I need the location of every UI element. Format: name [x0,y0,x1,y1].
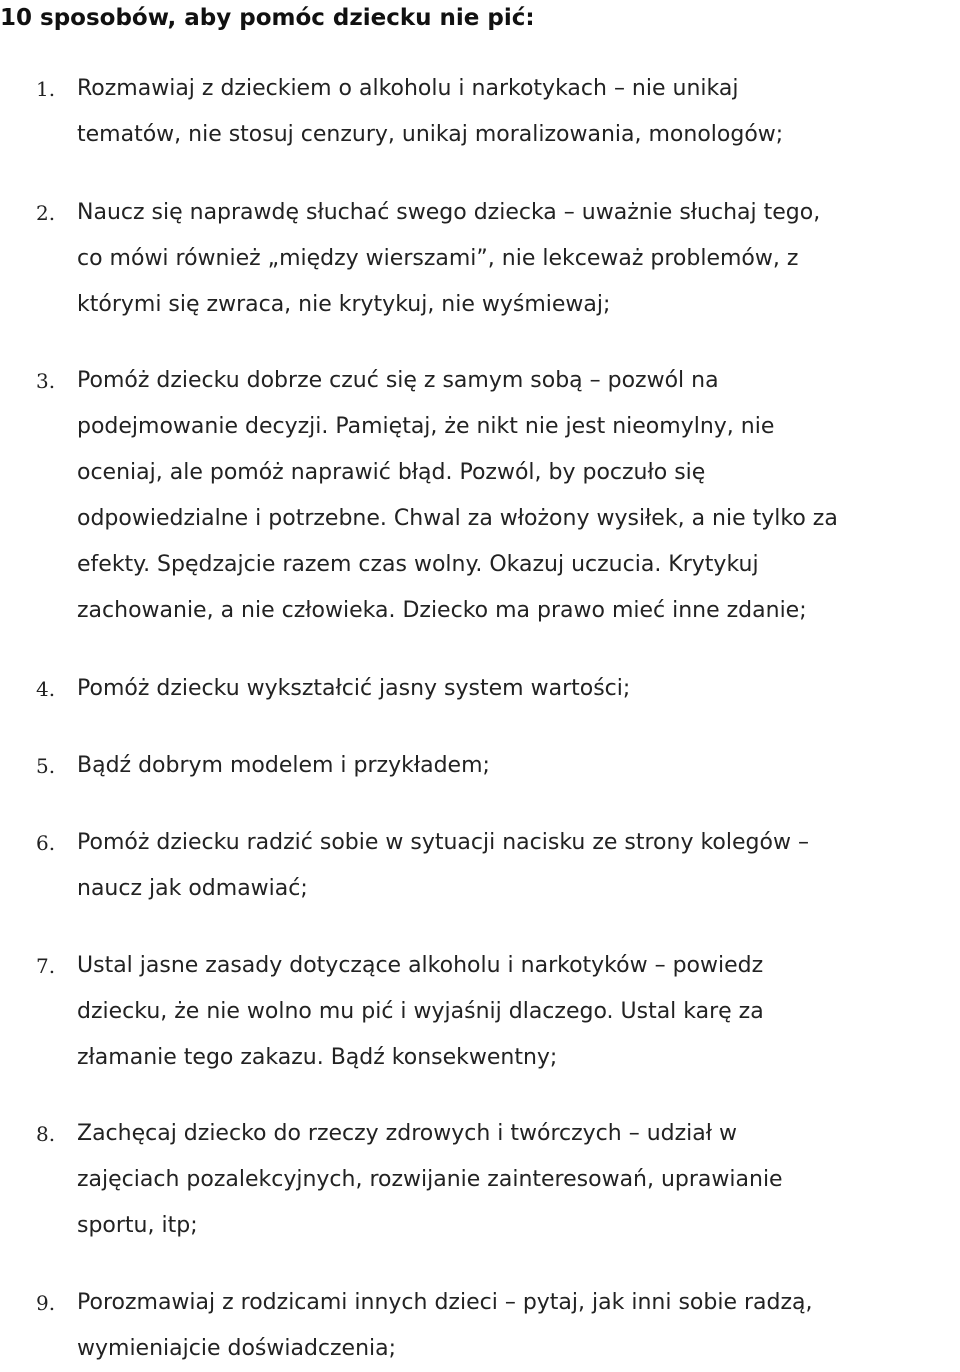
list-item-number: 2. [36,201,56,225]
list-item-line: Pomóż dziecku wykształcić jasny system wartości; [77,676,631,701]
list-item-number: 9. [36,1291,56,1315]
list-item-text [77,666,960,712]
list-item-line: Porozmawiaj z rodzicami innych dzieci – pytaj, jak inni sobie radzą, [77,1290,813,1315]
list-item-number: 3. [36,369,56,393]
list-item-line: Rozmawiaj z dzieckiem o alkoholu i narkotykach – nie unikaj [77,76,739,101]
list-item-line: Naucz się naprawdę słuchać swego dziecka – uważnie słuchaj tego, [77,200,821,225]
list-item-number: 7. [36,954,56,978]
list-item-line: zajęciach pozalekcyjnych, rozwijanie zainteresowań, uprawianie [77,1167,783,1192]
list-item-text [77,190,960,328]
list-item-line: sportu, itp; [77,1213,198,1238]
list-item-number: 4. [36,677,56,701]
list-item-text [77,820,960,912]
list-item-number: 8. [36,1122,56,1146]
list-item-line: Zachęcaj dziecko do rzeczy zdrowych i twórczych – udział w [77,1121,737,1146]
document-title: 10 sposobów, aby pomóc dziecku nie pić: [0,5,535,31]
list-item-line: wymieniajcie doświadczenia; [77,1336,397,1361]
list-item-text [77,66,960,158]
list-item-line: tematów, nie stosuj cenzury, unikaj moralizowania, monologów; [77,122,784,147]
list-item-line: odpowiedzialne i potrzebne. Chwal za włożony wysiłek, a nie tylko za [77,506,838,531]
list-item-line: naucz jak odmawiać; [77,876,308,901]
list-item-line: efekty. Spędzajcie razem czas wolny. Okazuj uczucia. Krytykuj [77,552,759,577]
list-item-text [77,943,960,1081]
list-item-line: Ustal jasne zasady dotyczące alkoholu i narkotyków – powiedz [77,953,764,978]
list-item-line: złamanie tego zakazu. Bądź konsekwentny; [77,1045,558,1070]
list-item-line: dziecku, że nie wolno mu pić i wyjaśnij dlaczego. Ustal karę za [77,999,764,1024]
list-item-number: 1. [36,77,56,101]
list-item-line: podejmowanie decyzji. Pamiętaj, że nikt nie jest nieomylny, nie [77,414,775,439]
list-item-text [77,1280,960,1372]
list-item-line: zachowanie, a nie człowieka. Dziecko ma prawo mieć inne zdanie; [77,598,807,623]
list-item-line: Pomóż dziecku radzić sobie w sytuacji nacisku ze strony kolegów – [77,830,809,855]
list-item-text [77,1111,960,1249]
list-item-text [77,743,960,789]
list-item-number: 6. [36,831,56,855]
list-item-text [77,358,960,634]
list-item-line: którymi się zwraca, nie krytykuj, nie wyśmiewaj; [77,292,611,317]
list-item-line: Bądź dobrym modelem i przykładem; [77,753,490,778]
list-item-number: 5. [36,754,56,778]
list-item-line: oceniaj, ale pomóż naprawić błąd. Pozwól, by poczuło się [77,460,706,485]
list-item-line: Pomóż dziecku dobrze czuć się z samym sobą – pozwól na [77,368,719,393]
list-item-line: co mówi również „między wierszami”, nie lekceważ problemów, z [77,246,799,271]
